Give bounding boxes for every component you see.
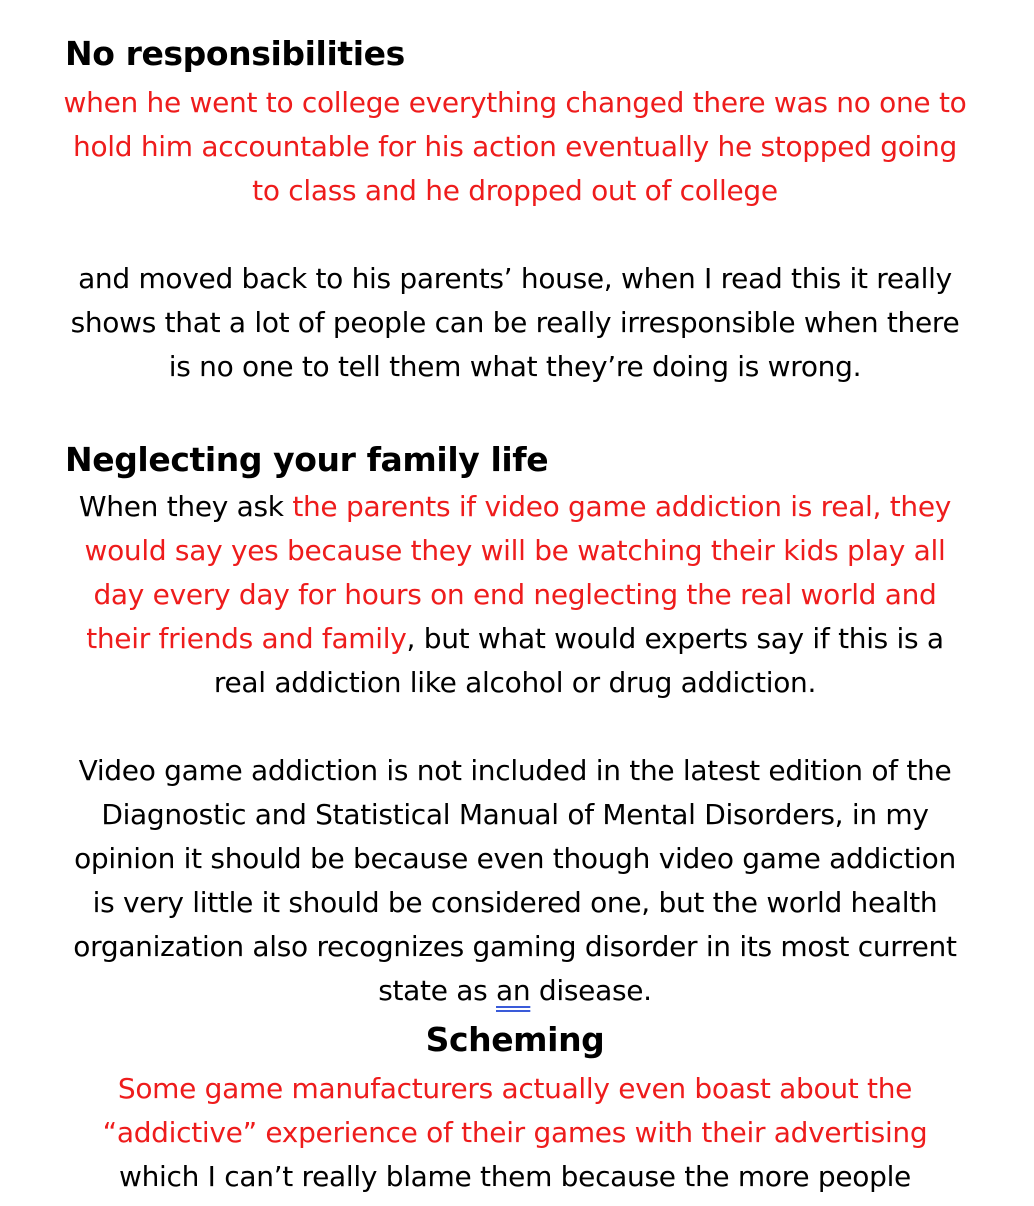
- heading-neglecting-family: Neglecting your family life: [65, 440, 549, 479]
- heading-scheming: Scheming: [425, 1020, 605, 1059]
- paragraph-manufacturers-red: Some game manufacturers actually even boast about the “addictive” experience of their games with their advertising: [102, 1072, 928, 1149]
- paragraph-parents-tail: , but what would experts say if this is a real addiction like alcohol or drug addiction.: [213, 622, 944, 699]
- paragraph-dsm: [60, 749, 970, 1013]
- paragraph-dsm-end: disease.: [530, 974, 652, 1007]
- heading-no-responsibilities: No responsibilities: [65, 34, 405, 73]
- paragraph-dsm-main: Video game addiction is not included in the latest edition of the Diagnostic and Statistical Manual of Mental Disorders, in my opinion it should be because even though video game addiction is very little it should be considered one, but the world health organization also recognizes gaming disorder in its most current state as: [73, 754, 957, 1007]
- spellcheck-flagged-word[interactable]: an: [496, 974, 531, 1007]
- paragraph-parents-red: the parents if video game addiction is real, they would say yes because they will be watching their kids play all day every day for hours on end neglecting the real world and their friends and family: [84, 490, 952, 655]
- paragraph-parents-lead: When they ask: [78, 490, 293, 523]
- paragraph-college-red: when he went to college everything changed there was no one to hold him accountable for his action eventually he stopped going to class and he dropped out of college: [63, 86, 967, 207]
- paragraph-moved-back: and moved back to his parents’ house, when I read this it really shows that a lot of people can be really irresponsible when there is no one to tell them what they’re doing is wrong.: [70, 262, 960, 383]
- paragraph-blame: which I can’t really blame them because the more people: [119, 1160, 911, 1193]
- paragraph-parents-ask: [60, 485, 970, 705]
